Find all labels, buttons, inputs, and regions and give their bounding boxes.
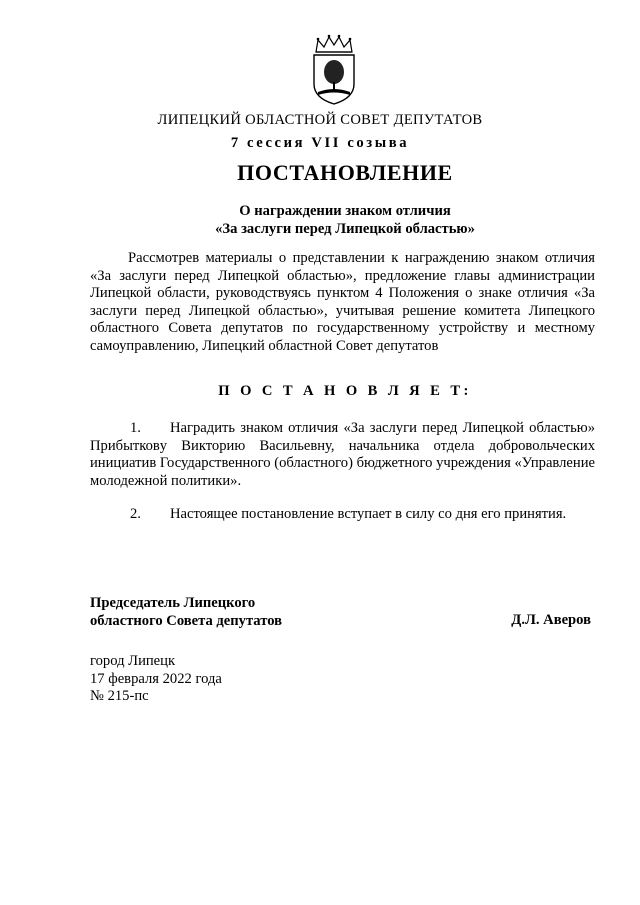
item-text: Наградить знаком отличия «За заслуги перед Липецкой областью» Прибытковy Викторию Васильевну, начальника отдела добровольческих инициатив Государственного (областного) бюджетного учреждения «Управление молодежной политики».	[90, 420, 595, 489]
subject-line-1: О награждении знаком отличия	[239, 203, 451, 219]
preamble-paragraph: Рассмотрев материалы о представлении к награждению знаком отличия «За заслуги перед Липецкой областью», предложение главы администрации Липецкой области, руководствуясь пунктом 4 Положения о знаке отличия «За заслуги перед Липецкой областью», учитывая решение комитета Липецкого областного Совета депутатов по государственному устройству и местному самоуправлению, Липецкий областной Совет депутатов	[90, 250, 595, 354]
coat-of-arms-icon	[306, 34, 362, 108]
footer-city: город Липецк	[90, 653, 176, 669]
item-text: Настоящее постановление вступает в силу со дня его принятия.	[170, 506, 567, 522]
resolution-item	[90, 420, 595, 490]
session-line: 7 сессия VII созыва	[230, 135, 410, 151]
signatory-title	[90, 594, 282, 630]
document-footer	[90, 653, 222, 706]
item-number: 1.	[130, 420, 141, 436]
document-type-title: ПОСТАНОВЛЕНИЕ	[237, 160, 453, 185]
signatory-title-line-2: областного Совета депутатов	[90, 613, 283, 629]
subject-line-2: «За заслуги перед Липецкой областью»	[215, 220, 475, 237]
signatory-name: Д.Л. Аверов	[511, 612, 591, 628]
signatory-title-line-1: Председатель Липецкого	[90, 595, 256, 611]
resolves-heading: П О С Т А Н О В Л Я Е Т:	[218, 383, 472, 399]
footer-date: 17 февраля 2022 года	[90, 670, 222, 687]
document-subject	[0, 203, 640, 238]
item-number: 2.	[130, 506, 141, 522]
resolution-item	[90, 506, 595, 524]
council-name: ЛИПЕЦКИЙ ОБЛАСТНОЙ СОВЕТ ДЕПУТАТОВ	[157, 112, 483, 128]
footer-number: № 215-пс	[90, 688, 149, 705]
